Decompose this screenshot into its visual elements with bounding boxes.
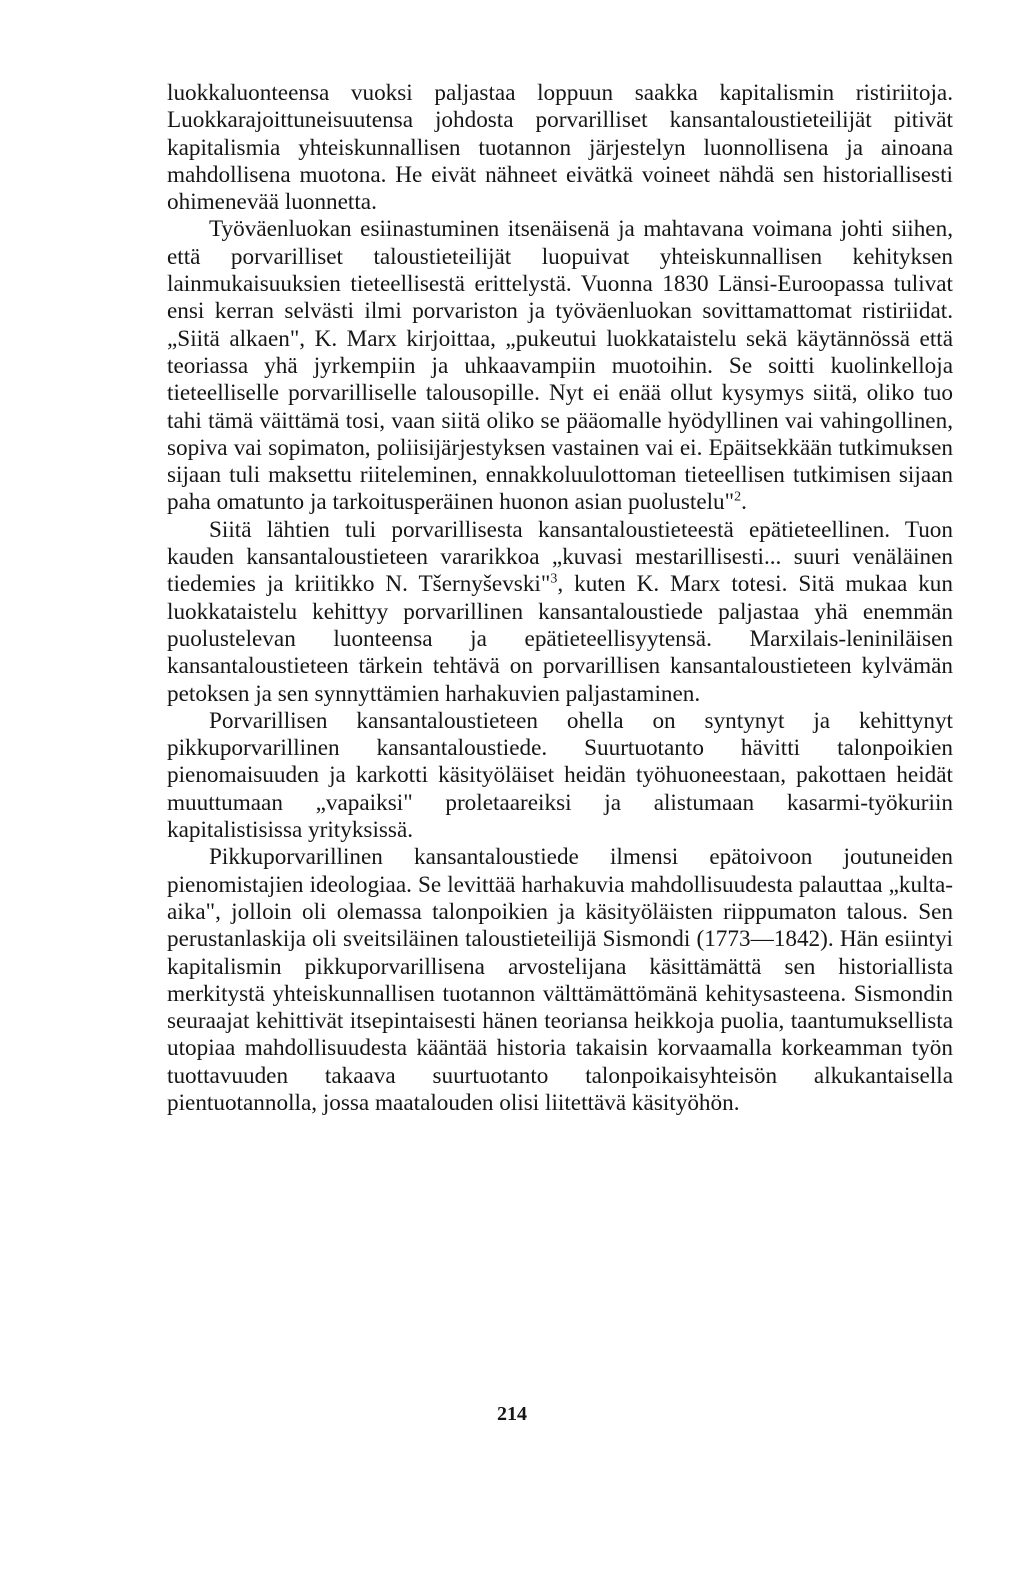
paragraph-4-text: Porvarillisen kansantaloustieteen ohella on syntynyt ja kehittynyt pikkuporvarillinen kansantaloustiede. Suurtuotanto hävitti talonpoikien pienomaisuuden ja karkotti käsityöläiset heidän työhuoneestaan, pakottaen heidät muuttumaan „vapaiksi" proletaareiksi ja alistumaan kasarmi-työkuriin kapitalistisissa yrityksissä. <box>167 707 953 844</box>
paragraph-2-tail: . <box>741 489 747 516</box>
paragraph-2 <box>167 216 953 516</box>
paragraph-5 <box>167 844 953 1117</box>
page-number: 214 <box>497 1403 527 1425</box>
paragraph-1 <box>167 80 953 216</box>
paragraph-2-text: Työväenluokan esiinastuminen itsenäisenä ja mahtavana voimana johti siihen, että porvarilliset taloustieteilijät luopuivat yhteiskunnallisen kehityksen lainmukaisuuksien tieteellisestä erittelystä. Vuonna 1830 Länsi-Euroopassa tulivat ensi kerran selvästi ilmi porvariston ja työväenluokan sovittamattomat ristiriidat. „Siitä alkaen", K. Marx kirjoittaa, „pukeutui luokkataistelu sekä käytännössä että teoriassa yhä jyrkempiin ja uhkaavampiin muotoihin. Se soitti kuolinkelloja tieteelliselle porvarilliselle talousopille. Nyt ei enää ollut kysymys siitä, oliko tuo tahi tämä väittämä tosi, vaan siitä oliko se pääomalle hyödyllinen vai vahingollinen, sopiva vai sopimaton, poliisijärjestyksen vastainen vai ei. Epäitsekkään tutkimuksen sijaan tuli maksettu riiteleminen, ennakkoluulottoman tieteellisen tutkimisen sijaan paha omatunto ja tarkoitusperäinen huonon asian puolustelu" <box>167 216 953 516</box>
page-body <box>167 80 953 1117</box>
paragraph-4 <box>167 708 953 844</box>
paragraph-3-tail: , kuten K. Marx totesi. Sitä mukaa kun luokkataistelu kehittyy porvarillinen kansantaloustiede paljastaa yhä enemmän puolustelevan luonteensa ja epätieteellisyytensä. Marxilais-leniniläisen kansantaloustieteen tärkein tehtävä on porvarillisen kansantaloustieteen kylvämän petoksen ja sen synnyttämien harhakuvien paljastaminen. <box>167 571 953 707</box>
paragraph-3 <box>167 517 953 708</box>
paragraph-5-text: Pikkuporvarillinen kansantaloustiede ilmensi epätoivoon joutuneiden pienomistajien ideologiaa. Se levittää harhakuvia mahdollisuudesta palauttaa „kulta-aika", jolloin oli olemassa talonpoikien ja käsityöläisten riippumaton talous. Sen perustanlaskija oli sveitsiläinen taloustieteilijä Sismondi (1773—1842). Hän esiintyi kapitalismin pikkuporvarillisena arvostelijana käsittämättä sen historiallista merkitystä yhteiskunnallisen tuotannon välttämättömänä kehitysasteena. Sismondin seuraajat kehittivät itsepintaisesti hänen teoriansa heikkoja puolia, taantumuksellista utopiaa mahdollisuudesta kääntää historia takaisin korvaamalla korkeamman työn tuottavuuden takaava suurtuotanto talonpoikaisyhteisön alkukantaisella pientuotannolla, jossa maatalouden olisi liitettävä käsityöhön. <box>167 844 953 1116</box>
paragraph-1-text: luokkaluonteensa vuoksi paljastaa loppuun saakka kapitalismin ristiriitoja. Luokkarajoittuneisuutensa johdosta porvarilliset kansantaloustieteilijät pitivät kapitalismia yhteiskunnallisen tuotannon järjestelyn luonnollisena ja ainoana mahdollisena muotona. He eivät nähneet eivätkä voineet nähdä sen historiallisesti ohimenevää luonnetta. <box>167 80 953 216</box>
footnote-ref-2: 2 <box>734 489 742 505</box>
paragraph-3-text: Siitä lähtien tuli porvarillisesta kansantaloustieteestä epätieteellinen. Tuon kauden kansantaloustieteen vararikkoa „kuvasi mestarillisesti... suuri venäläinen tiedemies ja kriitikko N. Tšernyševski" <box>167 516 953 598</box>
footnote-ref-3: 3 <box>550 571 558 587</box>
